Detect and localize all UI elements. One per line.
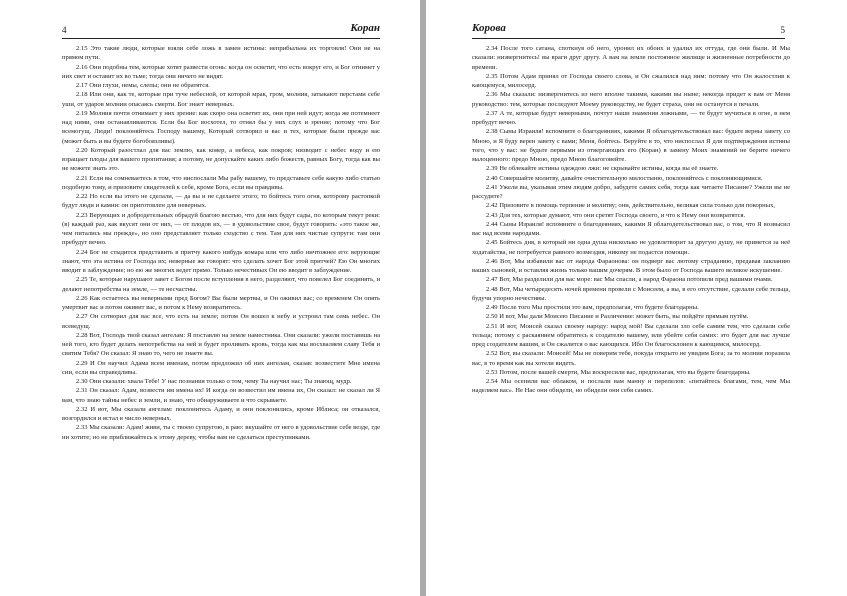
right-page [426, 0, 847, 596]
right-page-text [472, 44, 790, 396]
verse: 2.52 Вот, вы сказали: Моисей! Мы не поверим тебе, покуда открыто не увидим Бога; за то молния поразила вас, в то время как вы хотели видеть. [472, 350, 790, 367]
verse: 2.34 После того сатана, споткнув об него, уронил их обоих и удалил их оттуда, где они были. И Мы сказали: низвергнитесь! вы враги друг другу. А вам на земле постоянное жилище и жизненные потребности до времени. [472, 45, 790, 71]
verse: 2.20 Который разостлал для вас землю, как ковер, а небеса, как покров; низводит с небес воду и ею взращает плоды для вашего пропитания; а потому, не допускайте каких либо божеств, равных Богу, тогда как вы не можете знать это. [62, 146, 380, 173]
verse: 2.54 Мы осенили вас облаком, и послали вам манну и перепелов: «питайтесь благами, тем, чем Мы наделяем вас». Не Нас они обидели, но обидели они себя самих. [472, 378, 790, 395]
running-title: Коран [350, 22, 380, 34]
verse: 2.43 Для тех, которые думают, что они сретят Господа своего, и что к Нему они возвратятся. [486, 211, 746, 219]
verse: 2.48 Вот, Мы четыредесять ночей времени провели с Моисеем, а вы, в его отсутствие, сделали себе тельца, будучи упорно нечестивы. [472, 285, 790, 302]
running-title: Корова [472, 22, 506, 34]
verse: 2.42 Призовите в помощь терпение и молитву; они, действительно, великая сила только для покорных, [486, 202, 776, 210]
verse: 2.39 Не облекайте истины одеждою лжи: не скрывайте истины, когда вы её знаете. [486, 165, 719, 173]
verse: 2.35 Потом Адам принял от Господа своего слова, и Он сжалился над ним: потому что Он жалостлив к кающемуся, милосерд. [472, 72, 790, 89]
left-page-header [62, 24, 380, 39]
verse: 2.29 И Он научил Адама всем именам, потом предложил об них ангелам, сказав: возвестите Мне имена сии, если вы справедливы. [62, 359, 380, 376]
verse: 2.37 А те, которые будут неверными, почтут наши знамения ложными, — те будут мучиться в огне, в нем пребудут вечно. [472, 109, 790, 126]
verse: 2.33 Мы сказали: Адам! живи, ты с твоею супругою, в раю: вкушайте от него в удовольствие себе везде, где ни хотите; но не приближайтесь к этому дереву, чтобы вам не сделаться преступниками. [62, 424, 380, 441]
verse: 2.36 Мы сказали: низвергнитесь из него вполне такими, какими вы ныне; некогда придет к вам от Меня руководство: тем, которые последуют Моему руководству, не будет страха, они не останутся в печали. [472, 91, 790, 108]
left-page [0, 0, 420, 596]
right-page-header [472, 24, 785, 39]
verse: 2.31 Он сказал: Адам, возвести им имена их! И когда он возвестил им имена их, Он сказал: не сказал ли Я вам, что знаю тайны небес и земли, и знаю, что обнаруживаете и что скрываете. [62, 387, 380, 404]
verse: 2.19 Молния почти отнимает у них зрение: как скоро она осветит их, они при ней идут; когда же потемнеет над ними, они останавливаются. Если бы Бог восхотел, то отнял бы у них слух и зрение; потому что Бог всемогущ. Люди! поклоняйтесь Господу вашему, Который сотворил и вас и тех, которые были прежде вас (может быть и вы будете богобоязливы). [62, 109, 380, 145]
verse: 2.41 Ужели вы, указывая этим людям добро, забудете самих себя, тогда как читаете Писание? Ужели вы не рассудите? [472, 183, 790, 200]
verse: 2.21 Если вы сомневаетесь в том, что ниспослали Мы рабу вашему, то представьте себе какую либо статью подобную тому, и призовите свидетелей к себе, кроме Бога, если вы правдивы. [62, 174, 380, 191]
verse: 2.27 Он сотворил для вас все, что есть на земле; потом Он вошел к небу и устроил там семь небес. Он всеведущ. [62, 313, 380, 330]
verse: 2.28 Вот, Господь твой сказал ангелам: Я поставлю на земле наместника. Они сказали: ужели поставишь на ней того, кто будет делать непотребства на ней и будет проливать кровь, тогда как мы восхваляем славу Тебя и святим Тебя? Он сказал: Я знаю то, чего не знаете вы. [62, 331, 380, 358]
verse: 2.24 Бог не стыдится представить в притчу какого нибудь комара или что либо ничтожнее его: верующие знают, что эта истина от Господа их; неверные же говорят: что сделать хочет Бог этой притчей? Ею Он многих вводит в заблуждение; но ею же многих ведет прямо. Только нечестивых Он ею вводит в заблуждение. [62, 248, 380, 274]
page-number: 4 [62, 25, 67, 35]
verse: 2.15 Это такие люди, которые взяли себе ложь в замен истины: неприбыльна их торговля! Они не на прямом пути. [62, 45, 380, 62]
verse: 2.30 Они сказали: хвала Тебе! У нас познания только о том, чему Ты научил нас; Ты знающ, мудр. [76, 378, 352, 385]
verse: 2.45 Бойтесь дня, в который ни одна душа нисколько не удовлетворит за другую душу, не примется за неё ходатайства, не потребуется равного возмездия, никому не подастся помощи. [472, 239, 790, 256]
verse: 2.25 Те, которые нарушают завет с Богом после вступления в него, разделяют, что повелел Бог соединять, и делают непотребства на земле, — те несчастны. [62, 276, 380, 293]
verse: 2.32 И вот, Мы сказали ангелам: поклонитесь Адаму, и они поклонились, кроме Иблиса; он отказался, возгордился и встал в число неверных. [62, 405, 380, 422]
verse: 2.44 Сыны Израиля! вспомните о благодеяниях, какими Я облагодетельствовал вас, о том, что Я возвысил вас над всеми народами. [472, 220, 790, 237]
verse: 2.53 Потом, после вашей смерти, Мы воскресили вас, предполагая, что вы будете благодарны. [486, 368, 751, 376]
verse: 2.38 Сыны Израиля! вспомните о благодеяниях, какими Я облагодетельствовал вас: будьте верны завету со Мною, и Я буду верен завету с вами; Меня, бойтесь. Веруйте в то, что ниспослал Я для подтверждения истины того, что у вас: не будьте первыми из отвергающих его (Коран) в замену Моих знамений не берите ничего малоценного: предо Мною, предо Мною благоговейте. [472, 128, 790, 163]
verse: 2.46 Вот, Мы избавили вас от народа Фараонова: он подверг вас лютому страданию, предавая закланию ваших сыновей, и оставляя жизнь только вашим дочерям. В этом было от Господа вашего великое искушение. [472, 257, 790, 274]
verse: 2.17 Они глухи, немы, слепы; они не обратятся. [76, 82, 210, 89]
verse: 2.50 И вот, Мы дали Моисею Писание и Различение: может быть, вы пойдёте прямым путём. [486, 313, 749, 321]
verse: 2.22 Но если вы этого не сделали, — да вы и не сделаете этого; то бойтесь того огня, которому растопкой будут люди и камни: он приготовлен для неверных. [62, 193, 380, 210]
verse: 2.40 Совершайте молитву, давайте очистительную милостыню, поклоняйтесь с поклоняющимися. [486, 174, 763, 182]
verse: 2.49 После того Мы простили это вам, предполагая, что будете благодарны. [486, 304, 699, 311]
left-page-text [62, 44, 380, 442]
verse: 2.18 Или они, как те, которые при туче небесной, от которой мрак, гром, молния, затыкают перстами себе уши, от ударов молнии опасаясь смерти. Бог знает неверных. [62, 91, 380, 108]
verse: 2.16 Они подобны тем, которые хотят развести огонь: когда он осветит, что есть вокруг его, и Бог отнимет у них свет и оставит их во тьме; тогда они ничего не видят. [62, 63, 380, 80]
verse: 2.51 И вот, Моисей сказал своему народу: народ мой! Вы сделали зло себе самим тем, что сделали себе тельца; потому с раскаянием обратитесь к создателю вашему, или убейте себя самих: это будет для вас лучше пред создателем вашим, и Он сжалится о вас кающихся. Ибо Он благосклонен к кающимся, милосерд. [472, 322, 790, 348]
verse: 2.26 Как остаетесь вы неверными пред Богом? Вы были мертвы, и Он оживил вас; со временем Он опять умертвит вас и потом оживит вас, и потом к Нему возвратитесь. [62, 294, 380, 311]
verse: 2.23 Верующих и добродетельных обрадуй благою вестью, что для них будут сады, по которым текут реки: (в) каждый раз, как вкусят они от них, — от плодов их, — в удовольствие свое, будут говорить: «это такое же, чем питались мы прежде», но оно представляет только сходство с тем. Там для них чистые супруги: там они пребудут вечно. [62, 211, 380, 247]
page-number: 5 [780, 25, 785, 35]
verse: 2.47 Вот, Мы разделили для вас море: вас Мы спасли, а народ Фараона потопили пред вашими очами. [486, 276, 773, 284]
